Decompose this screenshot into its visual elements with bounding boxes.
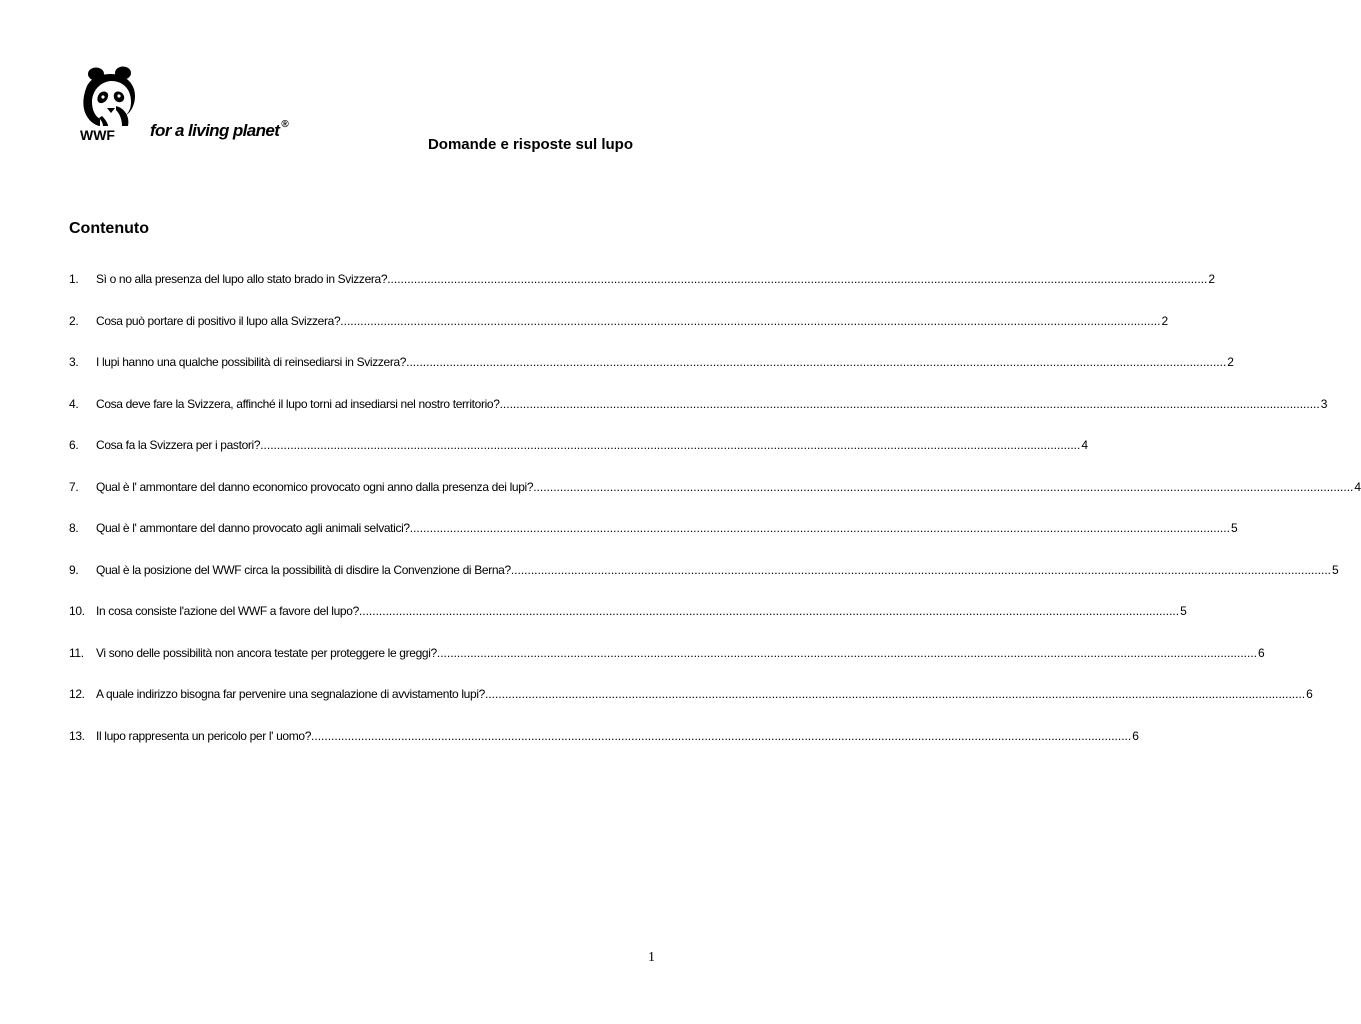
toc-item-page: 5 xyxy=(1180,604,1187,618)
toc-item-text: In cosa consiste l'azione del WWF a favore del lupo? xyxy=(96,604,359,618)
toc-item-page: 5 xyxy=(1332,562,1339,577)
toc-item[interactable] xyxy=(69,438,1088,480)
toc-item[interactable] xyxy=(69,562,1339,605)
toc-item-text: Qual è l' ammontare del danno provocato agli animali selvatici? xyxy=(96,521,410,535)
toc-item-text: Vi sono delle possibilità non ancora testate per proteggere le greggi? xyxy=(96,645,437,660)
page-number: 1 xyxy=(648,950,655,965)
toc-dot-leader xyxy=(410,521,1230,535)
toc-dot-leader xyxy=(359,604,1179,618)
toc-item[interactable] xyxy=(69,645,1265,688)
toc-item-page: 6 xyxy=(1258,645,1265,660)
toc-item[interactable] xyxy=(69,521,1238,563)
toc-item-number: 6. xyxy=(69,438,79,452)
toc-item-number: 2. xyxy=(69,313,79,328)
toc-dot-leader xyxy=(340,314,1160,328)
toc-item-number: 3. xyxy=(69,355,79,369)
toc-item-page: 5 xyxy=(1230,521,1238,535)
toc-dot-leader xyxy=(533,480,1353,494)
toc-dot-leader xyxy=(311,729,1131,743)
document-title: Domande e risposte sul lupo xyxy=(427,136,633,153)
toc-item-number: 4. xyxy=(69,396,79,411)
toc-item-text: Qual è la posizione del WWF circa la possibilità di disdire la Convenzione di Berna? xyxy=(96,562,511,577)
toc-item-text: A quale indirizzo bisogna far pervenire una segnalazione di avvistamento lupi? xyxy=(96,687,485,701)
toc-item-number: 9. xyxy=(69,562,79,577)
toc-heading: Contenuto xyxy=(69,220,149,237)
registered-mark: ® xyxy=(281,119,289,131)
toc-item[interactable] xyxy=(69,396,1328,439)
toc-item-number: 11. xyxy=(69,645,84,660)
toc-item-number: 12. xyxy=(69,687,85,701)
toc-dot-leader xyxy=(260,438,1080,452)
toc-item-page: 2 xyxy=(1227,355,1234,369)
toc-dot-leader xyxy=(511,563,1331,577)
toc-item-number: 13. xyxy=(69,728,85,743)
toc-item[interactable] xyxy=(69,313,1168,356)
toc-item-text: Sì o no alla presenza del lupo allo stato brado in Svizzera? xyxy=(96,272,388,286)
toc-item-text: I lupi hanno una qualche possibilità di reinsediarsi in Svizzera? xyxy=(96,355,407,369)
tagline-text: for a living planet xyxy=(150,121,280,140)
toc-item-page: 6 xyxy=(1306,687,1313,701)
toc-item-page: 2 xyxy=(1208,272,1215,286)
table-of-contents xyxy=(69,272,1361,770)
toc-item-page: 2 xyxy=(1161,313,1168,328)
toc-item-text: Cosa può portare di positivo il lupo alla Svizzera? xyxy=(96,313,341,328)
panda-icon xyxy=(78,66,144,142)
toc-item[interactable] xyxy=(69,272,1215,314)
toc-dot-leader xyxy=(387,272,1207,286)
toc-item-text: Qual è l' ammontare del danno economico provocato ogni anno dalla presenza dei lupi? xyxy=(96,479,534,494)
toc-item[interactable] xyxy=(69,728,1139,771)
toc-item[interactable] xyxy=(69,479,1361,522)
toc-item-number: 8. xyxy=(69,521,79,535)
wwf-panda-logo xyxy=(78,66,144,142)
toc-item-text: Cosa fa la Svizzera per i pastori? xyxy=(96,438,261,452)
toc-item-page: 3 xyxy=(1320,396,1328,411)
toc-dot-leader xyxy=(500,397,1320,411)
wwf-tagline xyxy=(150,121,288,141)
toc-item[interactable] xyxy=(69,687,1313,729)
toc-item-number: 10. xyxy=(69,604,85,618)
toc-item[interactable] xyxy=(69,604,1187,646)
toc-item-number: 1. xyxy=(69,272,79,286)
toc-dot-leader xyxy=(406,355,1226,369)
toc-item-page: 4 xyxy=(1081,438,1088,452)
toc-item-page: 4 xyxy=(1354,479,1361,494)
toc-dot-leader xyxy=(437,646,1257,660)
toc-item-page: 6 xyxy=(1132,728,1139,743)
toc-item-number: 7. xyxy=(69,479,79,494)
toc-item-text: Cosa deve fare la Svizzera, affinché il lupo torni ad insediarsi nel nostro territorio? xyxy=(96,396,500,411)
toc-item-text: Il lupo rappresenta un pericolo per l' uomo? xyxy=(96,728,312,743)
svg-text:WWF: WWF xyxy=(80,127,115,143)
toc-dot-leader xyxy=(485,687,1305,701)
toc-item[interactable] xyxy=(69,355,1234,397)
